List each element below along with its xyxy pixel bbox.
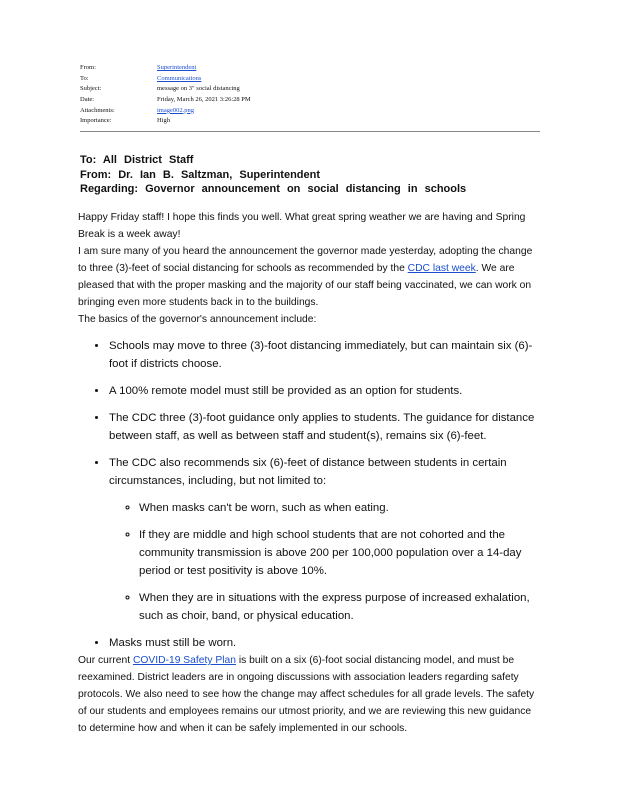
- header-row-from: [80, 63, 540, 74]
- bullet-cdc-guidance: • The CDC three (3)-foot guidance only applies to students. The guidance for distance between staff, as well as between staff and student(s), remains six (6)-feet.: [108, 409, 540, 445]
- attachments-label: Attachments:: [80, 106, 115, 114]
- header-divider: [80, 131, 540, 132]
- date-label: Date:: [80, 96, 95, 104]
- memo-regarding-line: Regarding: Governor announcement on social distancing in schools: [80, 183, 467, 195]
- from-label: From:: [80, 64, 96, 71]
- from-link[interactable]: Superintendent: [157, 64, 197, 71]
- memo-from-line: From: Dr. Ian B. Saltzman, Superintendent: [80, 168, 321, 181]
- sub-bullet-exhalation: ◦ When they are in situations with the express purpose of increased exhalation, such as choir, band, or physical education.: [139, 589, 540, 625]
- circumstances-sub-list: [109, 499, 540, 625]
- announcement-bullet-list: [78, 337, 540, 652]
- header-row-subject: [80, 84, 540, 95]
- basics-intro: The basics of the governor's announcement include:: [78, 314, 317, 325]
- covid-safety-plan-link[interactable]: COVID-19 Safety Plan: [132, 655, 236, 666]
- subject-value: message on 3" social distancing: [157, 85, 240, 93]
- closing-text-end: is built on a six (6)-foot social distancing model, and must be reexamined. District leaders are in ongoing discussions with association leaders regarding safety protocols. We also need to see how the change may affect schedules for all grade levels. The safety of our students and employees remains our utmost priority, and we are reviewing this new guidance to determine how and when it can be safely implemented in our schools.: [78, 655, 535, 734]
- email-header: [80, 63, 540, 127]
- bullet-three-foot: • Schools may move to three (3)-foot distancing immediately, but can maintain six (6)-foot if districts choose.: [108, 337, 540, 373]
- announcement-text-start: I am sure many of you heard the announcement the governor made yesterday, adopting the change to three (3)-feet of social distancing for schools as recommended by the: [78, 246, 533, 274]
- greeting-paragraph: Happy Friday staff! I hope this finds you well. What great spring weather we are having and Spring Break is a week away!: [78, 212, 526, 240]
- message-body: [78, 209, 540, 737]
- closing-paragraph: [78, 652, 540, 737]
- header-row-date: [80, 95, 540, 106]
- header-row-to: [80, 74, 540, 85]
- subject-label: Subject:: [80, 85, 102, 93]
- date-value: Friday, March 26, 2021 3:26:28 PM: [157, 96, 251, 104]
- sub-bullet-transmission: ◦ If they are middle and high school students that are not cohorted and the community transmission is above 200 per 100,000 population over a 14-day period or test positivity is above 10%.: [139, 526, 540, 580]
- bullet-remote-model: • A 100% remote model must still be provided as an option for students.: [108, 382, 540, 400]
- bullet-masks: • Masks must still be worn.: [108, 634, 540, 652]
- to-link[interactable]: Communications: [157, 74, 202, 82]
- header-row-attachments: [80, 106, 540, 117]
- attachment-link[interactable]: image002.png: [157, 106, 195, 114]
- importance-label: Importance:: [80, 117, 112, 125]
- bullet-cdc-recommends-text: The CDC also recommends six (6)-feet of distance between students in certain circumstances, including, but not limited to:: [109, 457, 507, 487]
- bullet-cdc-recommends: [108, 454, 540, 625]
- to-label: To:: [80, 74, 89, 82]
- importance-value: High: [157, 117, 170, 125]
- closing-text-start: Our current: [78, 655, 133, 666]
- memo-to-line: To: All District Staff: [80, 154, 194, 166]
- memo-address-block: [80, 153, 466, 197]
- header-row-importance: [80, 116, 540, 127]
- cdc-last-week-link[interactable]: CDC last week: [407, 263, 476, 274]
- announcement-text-end: . We are pleased that with the proper masking and the majority of our staff being vaccinated, we can work on bringing even more students back in to the buildings.: [78, 263, 532, 308]
- announcement-paragraph: [78, 243, 540, 311]
- sub-bullet-eating: ◦ When masks can't be worn, such as when eating.: [139, 499, 540, 517]
